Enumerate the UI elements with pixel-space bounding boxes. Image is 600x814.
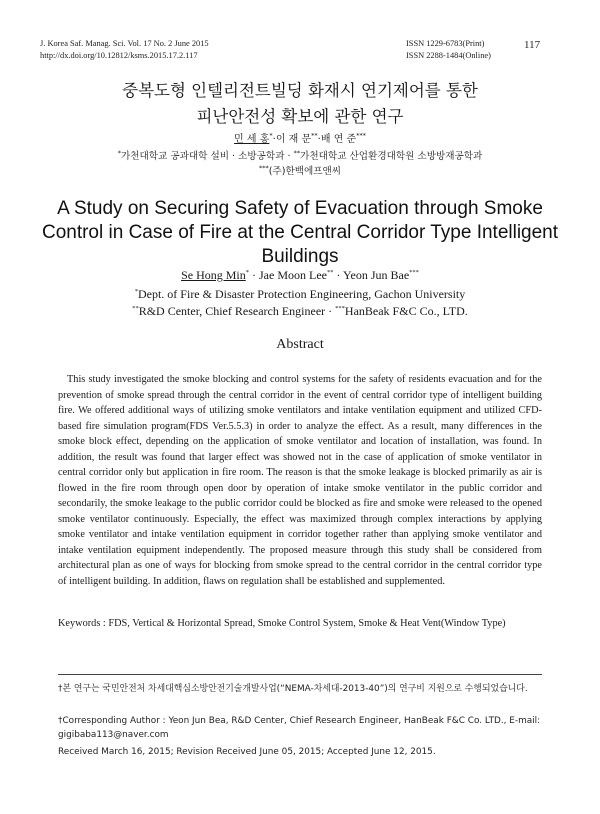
journal-citation: J. Korea Saf. Manag. Sci. Vol. 17 No. 2 June 2015 — [40, 39, 209, 48]
korean-affiliations — [0, 149, 600, 179]
korean-aff-2: 가천대학교 산업환경대학원 소방방재공학과 — [300, 151, 483, 162]
abstract-heading: Abstract — [276, 337, 324, 352]
doi-link[interactable]: http://dx.doi.org/10.12812/ksms.2015.17.2.117 — [40, 50, 198, 60]
english-aff-3: HanBeak F&C Co., LTD. — [344, 304, 468, 318]
english-author-sep: · — [333, 268, 344, 282]
english-author-2-mark: ** — [326, 269, 334, 276]
korean-author-2: 이 재 문 — [275, 134, 312, 145]
english-aff-2: R&D Center, Chief Research Engineer · — [138, 304, 336, 318]
korean-author-2-mark: ** — [311, 131, 318, 140]
english-title-line-1: A Study on Securing Safety of Evacuation through Smoke — [57, 198, 543, 219]
page-number: 117 — [524, 39, 541, 51]
english-authors — [0, 268, 600, 283]
korean-aff-1: 가천대학교 공과대학 설비 · 소방공학과 · — [120, 151, 294, 162]
korean-author-sep: · — [272, 134, 276, 145]
english-author-3: Yeon Jun Bae — [343, 268, 410, 282]
english-author-1: Se Hong Min — [181, 268, 246, 282]
funding-footnote: †본 연구는 국민안전처 차세대핵심소방안전기술개발사업(“NEMA-차세대-2013-40”)의 연구비 지원으로 수행되었습니다. — [58, 684, 528, 694]
korean-authors — [0, 130, 600, 145]
korean-title — [0, 78, 600, 130]
keywords-label: Keywords : — [58, 618, 109, 629]
english-author-sep: · — [249, 268, 259, 282]
korean-aff-2-mark: ** — [293, 148, 301, 157]
korean-author-1: 민 세 홍 — [234, 134, 270, 145]
english-author-2: Jae Moon Lee — [259, 268, 327, 282]
korean-author-3: 배 연 준 — [320, 134, 357, 145]
abstract-body: This study investigated the smoke blocking and control systems for the safety of residents evacuation and for the prevention of smoke spread through the central corridor in the event of central corridor type of intelligent building fire. We offered additional ways of utilizing smoke ventilators and intake ventilation equipment and utilized CFD-based fire simulation program(FDS Ver.5.5.3) in order to analyze the effect. As a result, many differences in the smoke block effect, depending on the application of smoke ventilator and location of installation, was found. In addition, the result was found that larger effect was showed not in the case of application of smoke ventilator in central corridor only but application in fire room. The reason is that the smoke leakage is blocked primarily as air is flowed in the fire room through open door by operation of intake smoke ventilator in the public corridor and secondarily, the smoke leakage to the public corridor could be blocked as fire and smoke were released to the opened smoke ventilator continuously. Especially, the effect was maximized through complex interactions by applying smoke ventilator and intake ventilation equipment in corridor together rather than applying smoke ventilator and intake ventilation equipment independently. The proposed measure through this study shall be considered from architectural plan as one of ways for blocking from smoke spread to the central corridor in the central corridor type of intelligent building. In addition, flaws on regulation shall be established and supplemented. — [58, 374, 542, 587]
received-dates: Received March 16, 2015; Revision Received June 05, 2015; Accepted June 12, 2015. — [58, 747, 436, 757]
korean-title-line-1: 중복도형 인텔리전트빌딩 화재시 연기제어를 통한 — [122, 81, 478, 100]
english-author-3-mark: *** — [409, 269, 419, 276]
issn-print: ISSN 1229-6783(Print) — [406, 39, 485, 48]
korean-aff-1-mark: * — [117, 148, 121, 157]
issn-online: ISSN 2288-1484(Online) — [406, 50, 491, 60]
english-aff-2-mark: ** — [132, 305, 139, 312]
keywords-list: FDS, Vertical & Horizontal Spread, Smoke Control System, Smoke & Heat Vent(Window Type) — [108, 618, 506, 629]
korean-aff-3: (주)한백에프앤씨 — [268, 166, 342, 177]
english-title-line-2: Control in Case of Fire at the Central Corridor Type Intelligent — [41, 222, 559, 243]
english-aff-1: Dept. of Fire & Disaster Protection Engineering, Gachon University — [137, 287, 466, 301]
journal-header — [40, 38, 209, 61]
english-affiliations — [0, 286, 600, 320]
korean-author-3-mark: *** — [356, 131, 366, 140]
korean-author-sep: · — [317, 134, 321, 145]
corresponding-author-footnote: †Corresponding Author : Yeon Jun Bea, R&D Center, Chief Research Engineer, HanBeak F&C Co. LTD., E-mail: gigibaba113@naver.com — [58, 716, 541, 740]
korean-aff-3-mark: *** — [258, 163, 269, 172]
english-title-line-3: Buildings — [261, 246, 339, 267]
english-author-1-mark: * — [245, 269, 249, 276]
english-title — [0, 197, 600, 269]
footnote-divider — [58, 674, 542, 675]
english-aff-1-mark: * — [134, 288, 138, 295]
keywords — [58, 616, 542, 632]
korean-author-1-mark: * — [269, 131, 273, 140]
english-aff-3-mark: *** — [335, 305, 345, 312]
korean-title-line-2: 피난안전성 확보에 관한 연구 — [196, 107, 404, 126]
issn-header — [406, 38, 491, 61]
